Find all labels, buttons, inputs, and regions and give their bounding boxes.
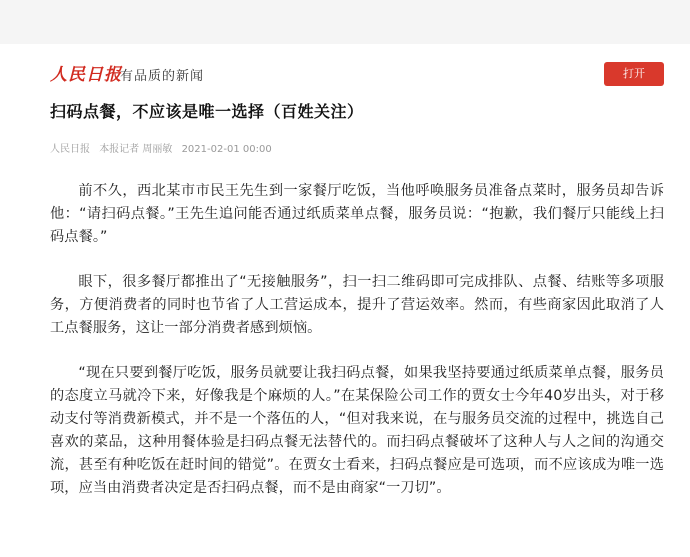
- header-slogan: 有品质的新闻: [120, 69, 205, 84]
- article-source: 人民日报: [50, 144, 90, 155]
- article-paragraph: 前不久，西北某市市民王先生到一家餐厅吃饭，当他呼唤服务员准备点菜时，服务员却告诉他：“请扫码点餐。”王先生追问能否通过纸质菜单点餐，服务员说：“抱歉，我们餐厅只能线上扫码点餐。”: [50, 183, 664, 245]
- article-meta: [50, 140, 278, 155]
- article-reporter: 本报记者 周丽敏: [99, 144, 173, 155]
- article-body: [50, 180, 664, 522]
- app-header: [0, 44, 690, 104]
- open-app-button[interactable]: 打开: [604, 62, 664, 86]
- article-date: 2021-02-01 00:00: [181, 144, 272, 155]
- status-bar: [0, 0, 690, 44]
- people-daily-logo: 人民日报: [50, 65, 122, 85]
- article-paragraph: 眼下，很多餐厅都推出了“无接触服务”，扫一扫二维码即可完成排队、点餐、结账等多项服务，方便消费者的同时也节省了人工营运成本，提升了营运效率。然而，有些商家因此取消了人工点餐服务，这让一部分消费者感到烦恼。: [50, 274, 664, 336]
- article-paragraph: “现在只要到餐厅吃饭，服务员就要让我扫码点餐，如果我坚持要通过纸质菜单点餐，服务员的态度立马就冷下来，好像我是个麻烦的人。”在某保险公司工作的贾女士今年40岁出头，对于移动支付等消费新模式，并不是一个落伍的人，“但对我来说，在与服务员交流的过程中，挑选自己喜欢的菜品，这种用餐体验是扫码点餐无法替代的。而扫码点餐破坏了这种人与人之间的沟通交流，甚至有种吃饭在赶时间的错觉”。在贾女士看来，扫码点餐应是可选项，而不应该成为唯一选项，应当由消费者决定是否扫码点餐，而不是由商家“一刀切”。: [50, 365, 664, 496]
- article-title: 扫码点餐，不应该是唯一选择（百姓关注）: [50, 102, 364, 121]
